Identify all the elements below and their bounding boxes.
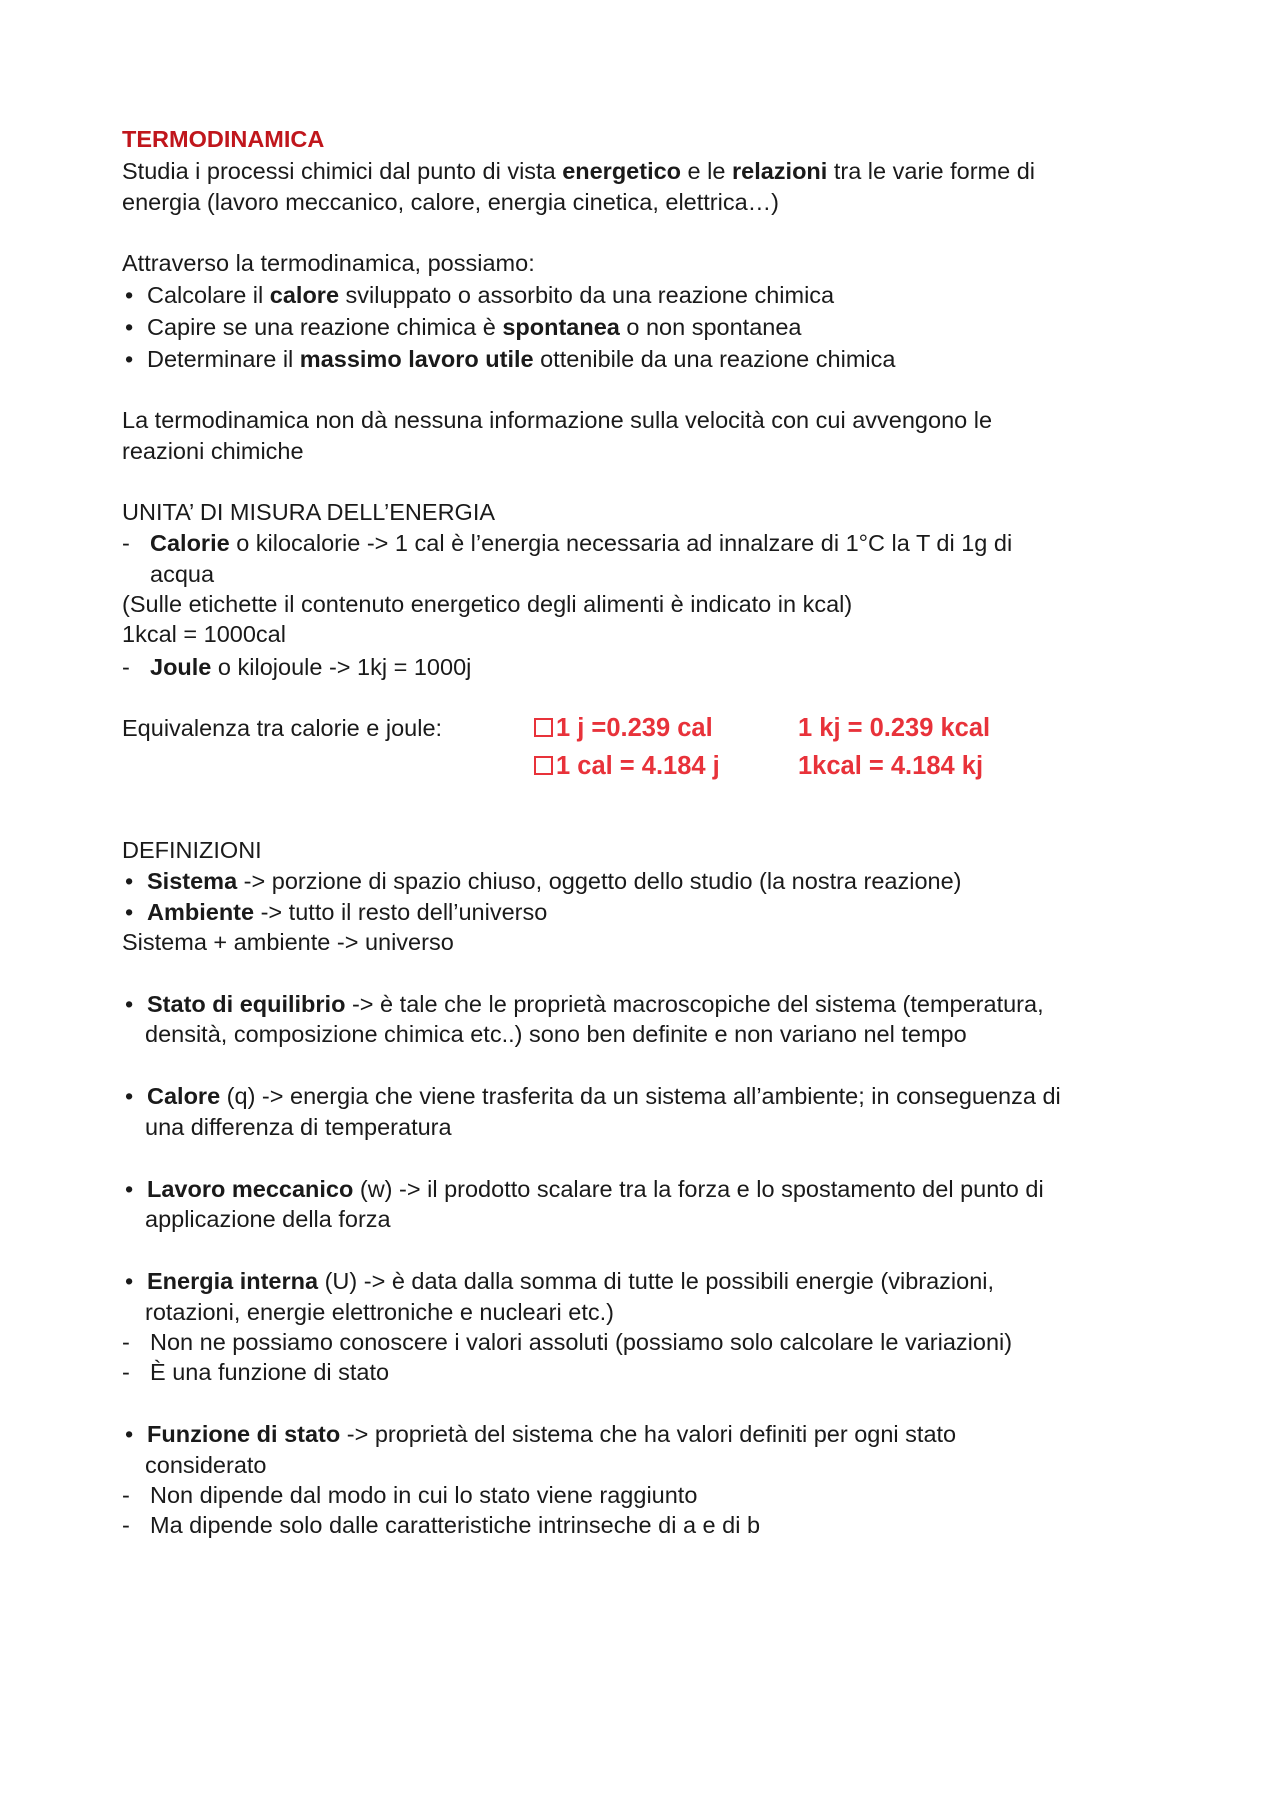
page-title: TERMODINAMICA <box>122 126 325 152</box>
list-item: • Lavoro meccanico (w) -> il prodotto scalare tra la forza e lo spostamento del punto di <box>122 1174 1044 1205</box>
list-item: - Joule o kilojoule -> 1kj = 1000j <box>122 652 471 683</box>
list-item: • Determinare il massimo lavoro utile ottenibile da una reazione chimica <box>122 344 895 375</box>
list-item: • Calore (q) -> energia che viene trasferita da un sistema all’ambiente; in conseguenza di <box>122 1081 1061 1112</box>
list-item: • Ambiente -> tutto il resto dell’universo <box>122 897 547 928</box>
list-item-continuation: applicazione della forza <box>145 1206 391 1232</box>
list-item: - È una funzione di stato <box>122 1357 389 1388</box>
dash-icon: - <box>122 654 130 680</box>
list-item: - Non dipende dal modo in cui lo stato viene raggiunto <box>122 1480 697 1511</box>
attraverso-heading: Attraverso la termodinamica, possiamo: <box>122 250 535 276</box>
unita-heading: UNITA’ DI MISURA DELL’ENERGIA <box>122 499 496 525</box>
dash-icon: - <box>122 1359 130 1385</box>
list-item-continuation: densità, composizione chimica etc..) sono ben definite e non variano nel tempo <box>145 1021 967 1047</box>
equivalenza-item: 1 kj = 0.239 kcal <box>798 714 991 742</box>
intro-line-2: energia (lavoro meccanico, calore, energia cinetica, elettrica…) <box>122 189 780 215</box>
list-item: - Calorie o kilocalorie -> 1 cal è l’energia necessaria ad innalzare di 1°C la T di 1g di <box>122 528 1012 559</box>
unita-note: (Sulle etichette il contenuto energetico degli alimenti è indicato in kcal) <box>122 591 853 617</box>
list-item: • Stato di equilibrio -> è tale che le proprietà macroscopiche del sistema (temperatura, <box>122 989 1044 1020</box>
equivalenza-label: Equivalenza tra calorie e joule: <box>122 715 443 741</box>
list-item: • Calcolare il calore sviluppato o assorbito da una reazione chimica <box>122 280 834 311</box>
dash-icon: - <box>122 530 130 556</box>
list-item-continuation: acqua <box>150 561 215 587</box>
checkbox-icon <box>534 718 553 737</box>
bullet-icon: • <box>125 1421 134 1447</box>
bullet-icon: • <box>125 991 134 1017</box>
bullet-icon: • <box>125 868 134 894</box>
list-item: - Ma dipende solo dalle caratteristiche intrinseche di a e di b <box>122 1510 760 1541</box>
kcal-equation: 1kcal = 1000cal <box>122 621 286 647</box>
bullet-icon: • <box>125 1268 134 1294</box>
dash-icon: - <box>122 1482 130 1508</box>
equivalenza-item: 1 j =0.239 cal <box>534 713 713 744</box>
dash-icon: - <box>122 1329 130 1355</box>
list-item-continuation: considerato <box>145 1452 267 1478</box>
list-item: • Energia interna (U) -> è data dalla somma di tutte le possibili energie (vibrazioni, <box>122 1266 994 1297</box>
intro-line-1: Studia i processi chimici dal punto di vista energetico e le relazioni tra le varie forme di <box>122 158 1035 184</box>
list-item-continuation: rotazioni, energie elettroniche e nucleari etc.) <box>145 1299 614 1325</box>
bullet-icon: • <box>125 346 134 372</box>
list-item: • Funzione di stato -> proprietà del sistema che ha valori definiti per ogni stato <box>122 1419 956 1450</box>
equivalenza-item: 1 cal = 4.184 j <box>534 751 720 782</box>
bullet-icon: • <box>125 282 134 308</box>
velocita-line-2: reazioni chimiche <box>122 438 304 464</box>
list-item-continuation: una differenza di temperatura <box>145 1114 452 1140</box>
list-item: • Capire se una reazione chimica è spontanea o non spontanea <box>122 312 801 343</box>
bullet-icon: • <box>125 1083 134 1109</box>
bullet-icon: • <box>125 1176 134 1202</box>
list-item: • Sistema -> porzione di spazio chiuso, oggetto dello studio (la nostra reazione) <box>122 866 962 897</box>
dash-icon: - <box>122 1512 130 1538</box>
bullet-icon: • <box>125 314 134 340</box>
bullet-icon: • <box>125 899 134 925</box>
universo-line: Sistema + ambiente -> universo <box>122 929 454 955</box>
checkbox-icon <box>534 756 553 775</box>
velocita-line-1: La termodinamica non dà nessuna informazione sulla velocità con cui avvengono le <box>122 407 993 433</box>
definizioni-heading: DEFINIZIONI <box>122 837 262 863</box>
equivalenza-item: 1kcal = 4.184 kj <box>798 752 984 780</box>
list-item: - Non ne possiamo conoscere i valori assoluti (possiamo solo calcolare le variazioni) <box>122 1327 1012 1358</box>
